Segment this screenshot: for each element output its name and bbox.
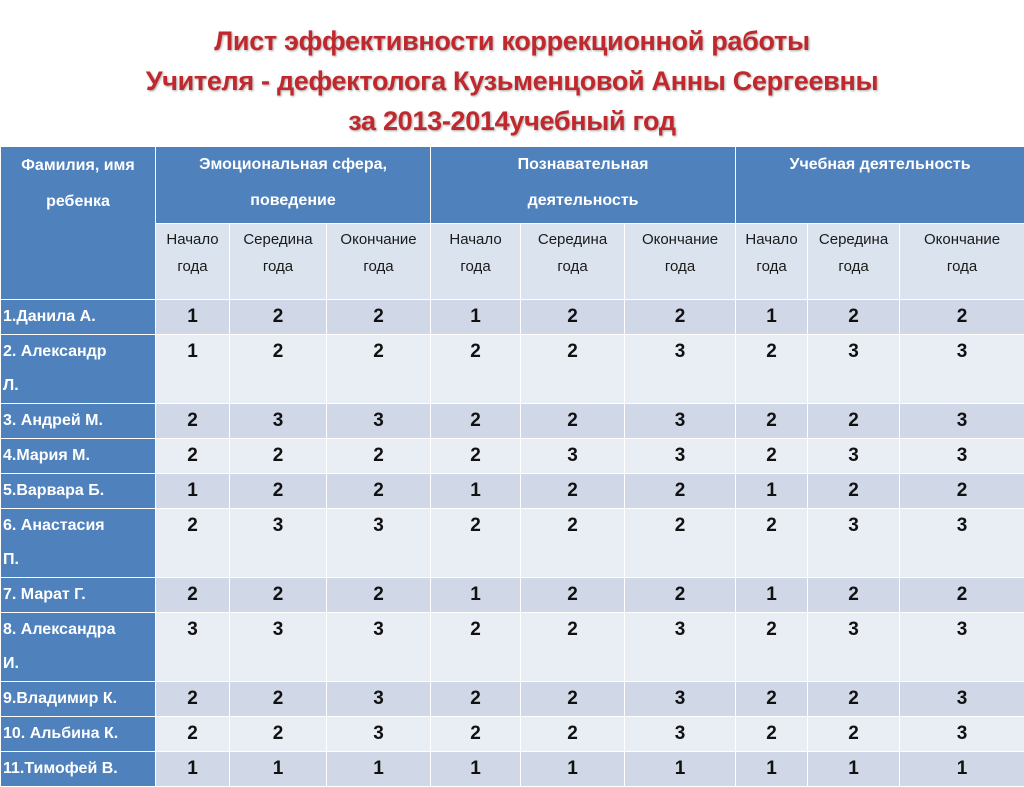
table-row: [1, 439, 1024, 474]
child-name-line2: П.: [3, 543, 155, 577]
score-cell: 3: [230, 613, 327, 682]
title-line-1: Лист эффективности коррекционной работы: [0, 24, 1024, 58]
score-cell: 1: [327, 752, 431, 787]
score-cell: 2: [521, 613, 625, 682]
group-header-line1: Познавательная: [431, 147, 735, 183]
score-cell: 3: [327, 717, 431, 752]
score-cell: 3: [625, 404, 736, 439]
score-cell: 2: [327, 474, 431, 509]
effectiveness-table: [0, 146, 1024, 787]
score-cell: 2: [230, 474, 327, 509]
group-header-line2: поведение: [156, 183, 430, 219]
score-cell: 1: [156, 335, 230, 404]
period-header: [900, 224, 1024, 300]
score-cell: 2: [736, 682, 808, 717]
score-cell: 2: [625, 474, 736, 509]
score-cell: 3: [808, 439, 900, 474]
score-cell: 2: [736, 439, 808, 474]
child-name-line1: 7. Марат Г.: [3, 578, 155, 612]
table-row: [1, 717, 1024, 752]
score-cell: 3: [900, 682, 1024, 717]
score-cell: 1: [431, 578, 521, 613]
child-name-line1: 9.Владимир К.: [3, 682, 155, 716]
score-cell: 2: [521, 474, 625, 509]
score-cell: 2: [521, 682, 625, 717]
name-header-line1: Фамилия, имя: [1, 148, 155, 184]
score-cell: 2: [625, 509, 736, 578]
score-cell: 2: [431, 613, 521, 682]
score-cell: 3: [327, 682, 431, 717]
score-cell: 2: [327, 300, 431, 335]
table-row: [1, 474, 1024, 509]
period-header: [736, 224, 808, 300]
child-name-cell: [1, 752, 156, 787]
score-cell: 2: [736, 404, 808, 439]
score-cell: 1: [900, 752, 1024, 787]
score-cell: 3: [625, 682, 736, 717]
period-header-line1: Окончание: [327, 226, 430, 253]
score-cell: 2: [156, 509, 230, 578]
title-line-2: Учителя - дефектолога Кузьменцовой Анны Сергеевны: [0, 64, 1024, 98]
score-cell: 3: [900, 509, 1024, 578]
score-cell: 1: [736, 578, 808, 613]
score-cell: 2: [808, 578, 900, 613]
score-cell: 2: [521, 578, 625, 613]
score-cell: 3: [808, 335, 900, 404]
slide-title: [0, 0, 1024, 144]
score-cell: 2: [736, 509, 808, 578]
score-cell: 2: [808, 404, 900, 439]
child-name-line1: 4.Мария М.: [3, 439, 155, 473]
score-cell: 3: [900, 404, 1024, 439]
score-cell: 1: [431, 474, 521, 509]
score-cell: 2: [230, 439, 327, 474]
table-row: [1, 613, 1024, 682]
score-cell: 2: [431, 509, 521, 578]
table-row: [1, 752, 1024, 787]
child-name-cell: [1, 474, 156, 509]
period-header-line1: Окончание: [625, 226, 735, 253]
title-line-3: за 2013-2014учебный год: [0, 104, 1024, 138]
child-name-line1: 11.Тимофей В.: [3, 752, 155, 786]
score-cell: 2: [736, 613, 808, 682]
period-header-line2: года: [808, 253, 899, 280]
score-cell: 2: [230, 335, 327, 404]
score-cell: 3: [808, 613, 900, 682]
score-cell: 2: [156, 717, 230, 752]
group-header-line1: Эмоциональная сфера,: [156, 147, 430, 183]
period-header-line1: Середина: [521, 226, 624, 253]
score-cell: 1: [808, 752, 900, 787]
score-cell: 3: [230, 404, 327, 439]
score-cell: 2: [521, 300, 625, 335]
score-cell: 2: [521, 335, 625, 404]
period-header-line2: года: [900, 253, 1024, 280]
score-cell: 2: [521, 509, 625, 578]
child-name-line1: 1.Данила А.: [3, 300, 155, 334]
score-cell: 3: [625, 335, 736, 404]
period-header-line1: Середина: [230, 226, 326, 253]
child-name-line1: 6. Анастасия: [3, 509, 155, 543]
period-header-line1: Начало: [736, 226, 807, 253]
score-cell: 2: [156, 578, 230, 613]
period-header: [625, 224, 736, 300]
period-header-line1: Окончание: [900, 226, 1024, 253]
child-name-cell: [1, 509, 156, 578]
score-cell: 3: [625, 717, 736, 752]
score-cell: 3: [900, 613, 1024, 682]
score-cell: 3: [900, 335, 1024, 404]
period-header-line1: Начало: [431, 226, 520, 253]
child-name-cell: [1, 613, 156, 682]
child-name-line2: И.: [3, 647, 155, 681]
table-row: [1, 509, 1024, 578]
score-cell: 1: [736, 474, 808, 509]
period-header-line2: года: [736, 253, 807, 280]
child-name-line2: Л.: [3, 369, 155, 403]
period-header-line2: года: [327, 253, 430, 280]
score-cell: 2: [230, 682, 327, 717]
score-cell: 1: [230, 752, 327, 787]
period-header-line2: года: [431, 253, 520, 280]
score-cell: 2: [900, 300, 1024, 335]
score-cell: 2: [625, 578, 736, 613]
score-cell: 2: [230, 578, 327, 613]
score-cell: 1: [431, 752, 521, 787]
score-cell: 3: [625, 439, 736, 474]
period-header-line2: года: [521, 253, 624, 280]
child-name-cell: [1, 404, 156, 439]
score-cell: 2: [327, 578, 431, 613]
score-cell: 3: [808, 509, 900, 578]
table-row: [1, 335, 1024, 404]
score-cell: 3: [156, 613, 230, 682]
score-cell: 1: [736, 300, 808, 335]
child-name-cell: [1, 578, 156, 613]
group-header-1: [156, 147, 431, 224]
period-header: [521, 224, 625, 300]
child-name-line1: 5.Варвара Б.: [3, 474, 155, 508]
child-name-cell: [1, 335, 156, 404]
score-cell: 3: [521, 439, 625, 474]
score-cell: 3: [625, 613, 736, 682]
score-cell: 2: [230, 300, 327, 335]
score-cell: 2: [327, 439, 431, 474]
score-cell: 3: [900, 717, 1024, 752]
period-header-line2: года: [156, 253, 229, 280]
score-cell: 2: [156, 682, 230, 717]
period-header: [431, 224, 521, 300]
score-cell: 2: [736, 717, 808, 752]
child-name-line1: 10. Альбина К.: [3, 717, 155, 751]
score-cell: 1: [521, 752, 625, 787]
score-cell: 2: [156, 404, 230, 439]
period-header: [230, 224, 327, 300]
score-cell: 2: [736, 335, 808, 404]
score-cell: 3: [327, 404, 431, 439]
group-header-line1: Учебная деятельность: [736, 147, 1024, 183]
child-name-cell: [1, 682, 156, 717]
table-row: [1, 682, 1024, 717]
child-name-cell: [1, 439, 156, 474]
score-cell: 2: [625, 300, 736, 335]
table-row: [1, 404, 1024, 439]
score-cell: 2: [327, 335, 431, 404]
child-name-cell: [1, 717, 156, 752]
child-name-line1: 3. Андрей М.: [3, 404, 155, 438]
score-cell: 3: [327, 613, 431, 682]
group-header-3: [736, 147, 1024, 224]
score-cell: 3: [327, 509, 431, 578]
score-cell: 2: [230, 717, 327, 752]
period-header-line2: года: [625, 253, 735, 280]
score-cell: 1: [156, 474, 230, 509]
score-cell: 2: [808, 300, 900, 335]
score-cell: 2: [431, 682, 521, 717]
score-cell: 3: [230, 509, 327, 578]
period-header: [808, 224, 900, 300]
table-row: [1, 578, 1024, 613]
period-header-line2: года: [230, 253, 326, 280]
name-column-header: [1, 147, 156, 300]
period-header: [327, 224, 431, 300]
score-cell: 2: [431, 717, 521, 752]
score-cell: 2: [521, 717, 625, 752]
score-cell: 2: [431, 439, 521, 474]
group-header-2: [431, 147, 736, 224]
score-cell: 2: [808, 717, 900, 752]
group-header-line2: деятельность: [431, 183, 735, 219]
child-name-cell: [1, 300, 156, 335]
score-cell: 1: [156, 300, 230, 335]
table-row: [1, 300, 1024, 335]
score-cell: 2: [808, 682, 900, 717]
period-header-line1: Начало: [156, 226, 229, 253]
score-cell: 1: [156, 752, 230, 787]
score-cell: 2: [900, 578, 1024, 613]
name-header-line2: ребенка: [1, 184, 155, 220]
score-cell: 2: [521, 404, 625, 439]
score-cell: 2: [156, 439, 230, 474]
period-header: [156, 224, 230, 300]
score-cell: 1: [736, 752, 808, 787]
score-cell: 2: [808, 474, 900, 509]
score-cell: 3: [900, 439, 1024, 474]
score-cell: 1: [431, 300, 521, 335]
child-name-line1: 2. Александр: [3, 335, 155, 369]
period-header-line1: Середина: [808, 226, 899, 253]
score-cell: 2: [431, 404, 521, 439]
child-name-line1: 8. Александра: [3, 613, 155, 647]
score-cell: 2: [431, 335, 521, 404]
score-cell: 1: [625, 752, 736, 787]
score-cell: 2: [900, 474, 1024, 509]
